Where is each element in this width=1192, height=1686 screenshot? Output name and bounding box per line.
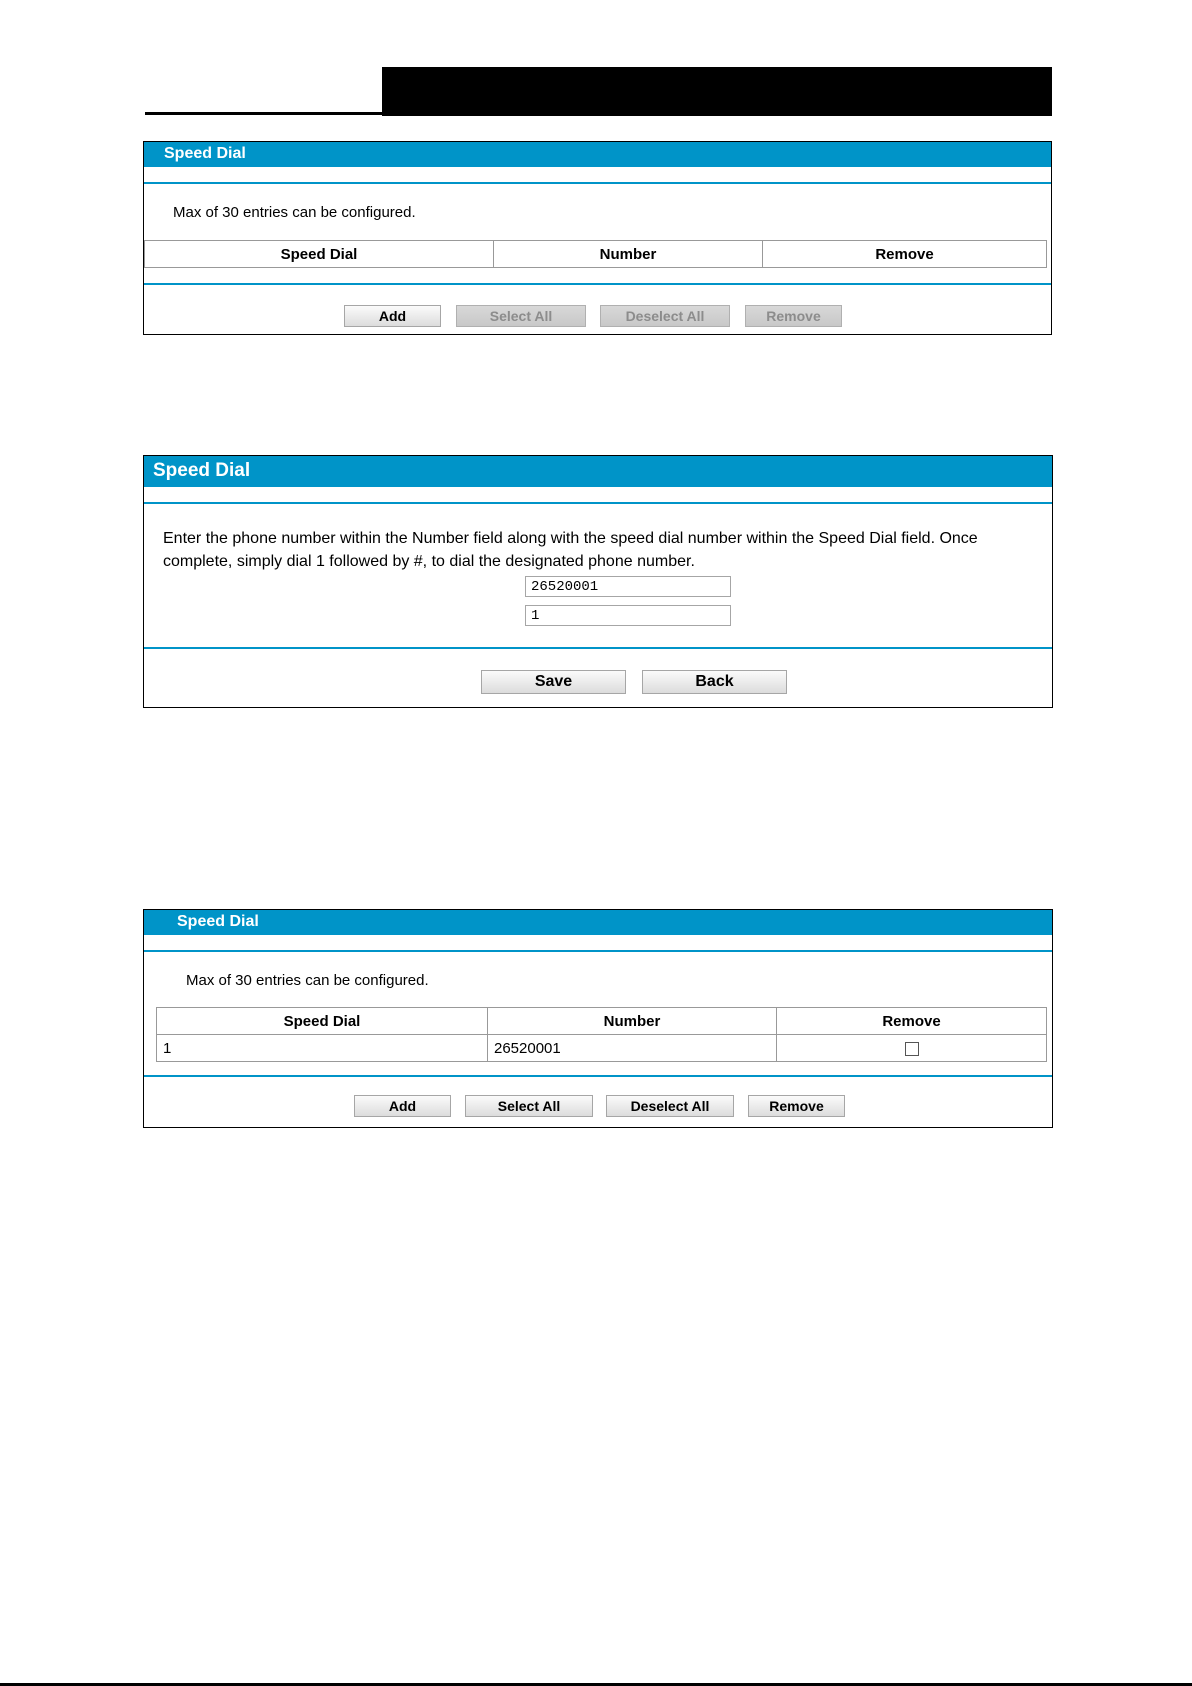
- speed-dial-cell: 1: [157, 1035, 488, 1062]
- save-button[interactable]: Save: [481, 670, 626, 694]
- panel-title: Speed Dial: [144, 910, 1052, 935]
- footer-separator: [144, 647, 1052, 649]
- remove-button[interactable]: Remove: [748, 1095, 845, 1117]
- panel-title: Speed Dial: [144, 456, 1052, 487]
- add-button[interactable]: Add: [354, 1095, 451, 1117]
- column-number: Number: [494, 241, 763, 268]
- speed-dial-add-panel: [143, 455, 1053, 708]
- select-all-button[interactable]: Select All: [465, 1095, 593, 1117]
- table-row: [157, 1035, 1047, 1062]
- add-button[interactable]: Add: [344, 305, 441, 327]
- select-all-button[interactable]: Select All: [456, 305, 586, 327]
- max-entries-note: Max of 30 entries can be configured.: [173, 204, 416, 221]
- footer-separator: [144, 1075, 1052, 1077]
- back-button[interactable]: Back: [642, 670, 787, 694]
- number-cell: 26520001: [488, 1035, 777, 1062]
- table-header-row: [157, 1008, 1047, 1035]
- deselect-all-button[interactable]: Deselect All: [606, 1095, 734, 1117]
- table-header-row: [145, 241, 1047, 268]
- remove-checkbox[interactable]: [905, 1042, 919, 1056]
- header-bar: [382, 67, 1052, 116]
- speed-dial-input[interactable]: [525, 605, 731, 626]
- number-input[interactable]: [525, 576, 731, 597]
- speed-dial-table: [144, 240, 1047, 268]
- column-remove: Remove: [763, 241, 1047, 268]
- speed-dial-table: [156, 1007, 1047, 1062]
- column-speed-dial: Speed Dial: [157, 1008, 488, 1035]
- remove-cell: [777, 1035, 1047, 1062]
- speed-dial-list-panel-empty: [143, 141, 1052, 335]
- column-number: Number: [488, 1008, 777, 1035]
- instructions-text: Enter the phone number within the Number field along with the speed dial number within the Speed Dial field. Once complete, simply dial 1 followed by #, to dial the designated phone number.: [163, 530, 978, 570]
- panel-title: Speed Dial: [144, 142, 1051, 167]
- title-separator: [144, 950, 1052, 952]
- title-separator: [144, 182, 1051, 184]
- column-speed-dial: Speed Dial: [145, 241, 494, 268]
- footer-separator: [144, 283, 1051, 285]
- title-separator: [144, 502, 1052, 504]
- header-rule: [145, 112, 382, 115]
- remove-button[interactable]: Remove: [745, 305, 842, 327]
- speed-dial-list-panel-filled: [143, 909, 1053, 1128]
- column-remove: Remove: [777, 1008, 1047, 1035]
- deselect-all-button[interactable]: Deselect All: [600, 305, 730, 327]
- max-entries-note: Max of 30 entries can be configured.: [186, 972, 429, 989]
